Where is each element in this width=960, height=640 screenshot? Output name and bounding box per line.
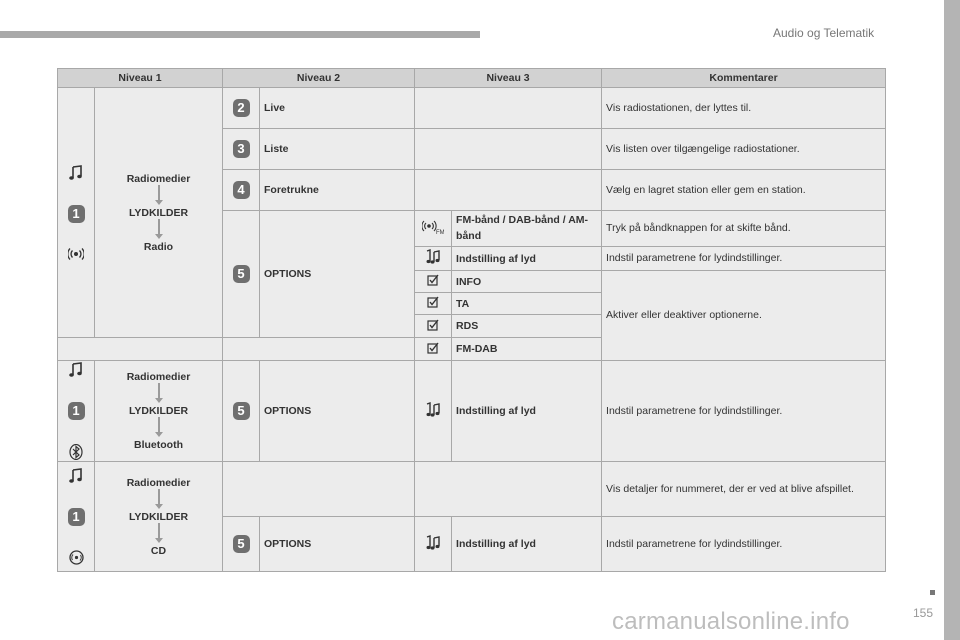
table-row [58,361,886,462]
path-step: Radiomedier [126,172,191,185]
checkbox-icon [427,342,439,354]
empty-cell [415,170,602,211]
icon-cell [415,211,452,247]
down-arrow-icon [155,383,163,405]
watermark: carmanualsonline.info [612,608,850,635]
comment-bt-sound: Indstil parametrene for lydindstillinger. [602,361,886,462]
down-arrow-icon [155,417,163,439]
option-info: INFO [452,271,602,293]
section-title: Audio og Telematik [773,26,875,40]
path-step: Radiomedier [126,476,191,489]
icon-cell [415,361,452,462]
empty-cell [223,338,415,361]
bluetooth-icon [69,444,83,460]
table-row [58,88,886,129]
level3-sound: Indstilling af lyd [452,517,602,572]
radio-level1-icons [58,88,95,338]
path-step: LYDKILDER [128,510,189,523]
path-step: Radiomedier [126,371,191,383]
path-step: Bluetooth [134,439,183,451]
badge-cell [223,170,260,211]
checkbox-icon [427,296,439,308]
cd-icon [69,550,84,565]
music-note-icon [69,468,83,484]
level2-foretrukne: Foretrukne [260,170,415,211]
svg-text:FM: FM [436,230,445,235]
level-badge-1: 1 [68,205,85,223]
level-badge-4: 4 [233,181,250,199]
comment-liste: Vis listen over tilgængelige radiostationer. [602,129,886,170]
level2-live: Live [260,88,415,129]
fm-antenna-icon [422,219,444,235]
comment-checks: Aktiver eller deaktiver optionerne. [602,271,886,361]
level-badge-3: 3 [233,140,250,158]
empty-cell [415,129,602,170]
badge-cell [223,361,260,462]
bluetooth-level1-path [95,361,223,462]
option-fm-dab: FM-DAB [452,338,602,361]
icon-cell [415,517,452,572]
radio-level1-path [95,88,223,338]
menu-table [57,68,886,572]
music-note-icon [69,165,83,181]
empty-cell [58,338,223,361]
header-niveau-1: Niveau 1 [58,69,223,88]
sound-settings-icon [425,402,441,418]
checkbox-icon [427,274,439,286]
side-band [944,0,960,640]
icon-cell [415,247,452,271]
path-step: LYDKILDER [128,206,189,219]
empty-cell [223,462,415,517]
table-header-row [58,69,886,88]
checkbox-icon [427,319,439,331]
page-number: 155 [913,606,934,620]
level-badge-5: 5 [233,402,250,420]
down-arrow-icon [155,185,163,207]
down-arrow-icon [155,489,163,511]
icon-cell [415,338,452,361]
icon-cell [415,315,452,338]
down-arrow-icon [155,219,163,241]
cd-level1-icons [58,462,95,572]
level-badge-1: 1 [68,402,85,420]
level2-options: OPTIONS [260,517,415,572]
music-note-icon [69,362,83,378]
level-badge-2: 2 [233,99,250,117]
path-step: Radio [143,240,174,253]
top-rule [0,31,480,38]
comment-live: Vis radiostationen, der lyttes til. [602,88,886,129]
option-rds: RDS [452,315,602,338]
comment-cd-sound: Indstil parametrene for lydindstillinger. [602,517,886,572]
radio-antenna-icon [68,247,84,261]
level-badge-1: 1 [68,508,85,526]
sound-settings-icon [425,535,441,551]
comment-cd-details: Vis detaljer for nummeret, der er ved at blive afspillet. [602,462,886,517]
badge-cell [223,517,260,572]
path-step: LYDKILDER [128,405,189,417]
level-badge-5: 5 [233,265,250,283]
level-badge-5: 5 [233,535,250,553]
path-step: CD [150,544,167,557]
comment-foretrukne: Vælg en lagret station eller gem en station. [602,170,886,211]
badge-cell [223,88,260,129]
empty-cell [415,462,602,517]
level3-sound: Indstilling af lyd [452,247,602,271]
badge-cell [223,129,260,170]
page-marker [930,590,935,595]
header-kommentarer: Kommentarer [602,69,886,88]
sound-settings-icon [425,249,441,265]
bluetooth-level1-icons [58,361,95,462]
level2-options: OPTIONS [260,361,415,462]
level2-liste: Liste [260,129,415,170]
table-row [58,462,886,517]
header-niveau-3: Niveau 3 [415,69,602,88]
comment-sound: Indstil parametrene for lydindstillinger. [602,247,886,271]
cd-level1-path [95,462,223,572]
badge-cell [223,211,260,338]
level3-sound: Indstilling af lyd [452,361,602,462]
option-ta: TA [452,293,602,315]
icon-cell [415,293,452,315]
empty-cell [415,88,602,129]
header-niveau-2: Niveau 2 [223,69,415,88]
level3-band: FM-bånd / DAB-bånd / AM-bånd [452,211,602,247]
icon-cell [415,271,452,293]
comment-band: Tryk på båndknappen for at skifte bånd. [602,211,886,247]
level2-options: OPTIONS [260,211,415,338]
down-arrow-icon [155,523,163,545]
